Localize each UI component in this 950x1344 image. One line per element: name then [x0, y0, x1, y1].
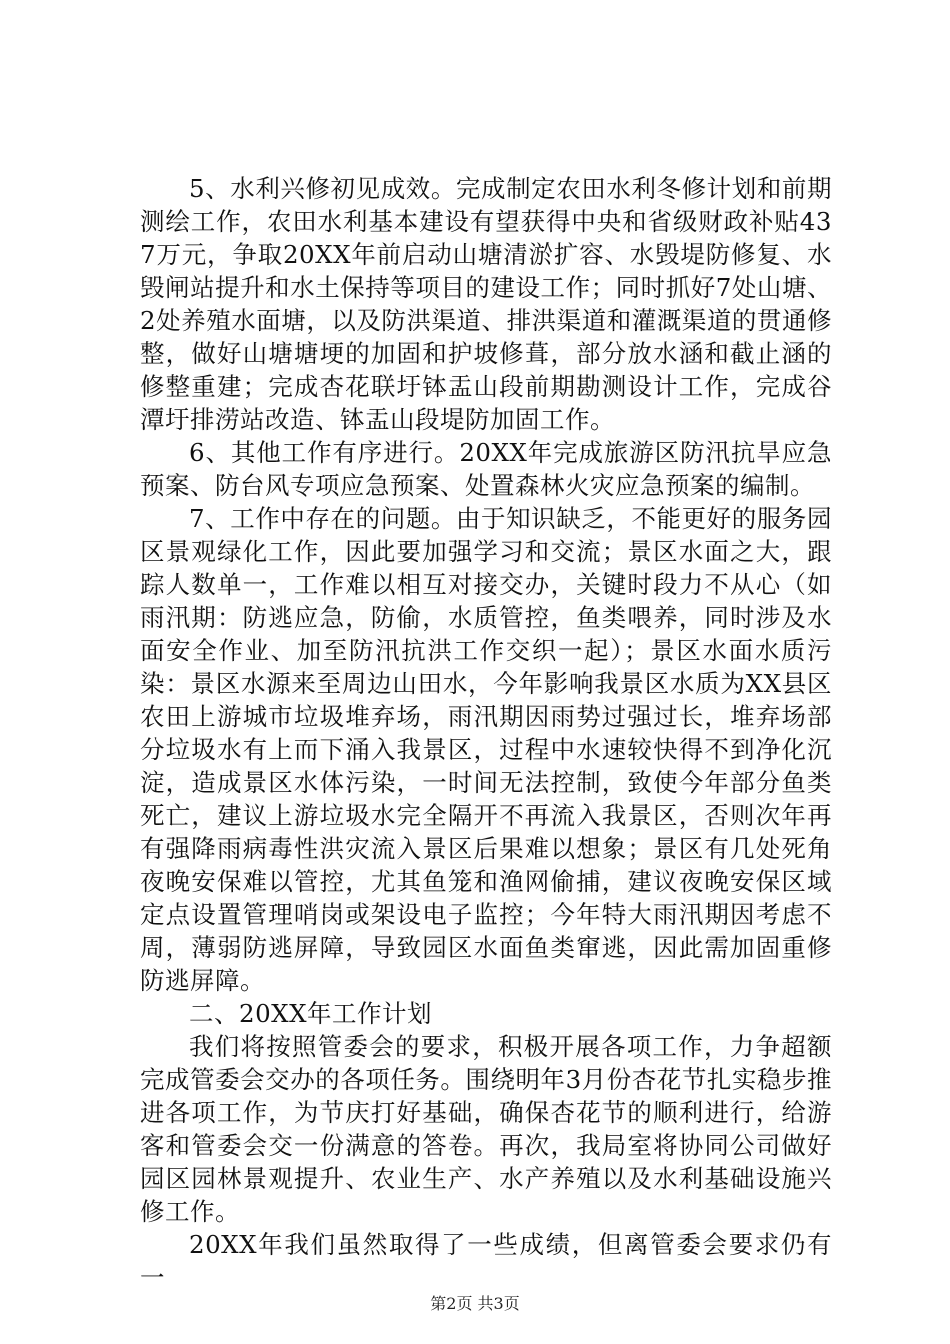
paragraph-water-conservancy: 5、水利兴修初见成效。完成制定农田水利冬修计划和前期测绘工作，农田水利基本建设有望获得中央和省级财政补贴437万元，争取20XX年前启动山塘清淤扩容、水毁堤防修复、水毁闸站提升和水土保持等项目的建设工作；同时抓好7处山塘、2处养殖水面塘，以及防洪渠道、排洪渠道和灌溉渠道的贯通修整，做好山塘塘埂的加固和护坡修葺，部分放水涵和截止涵的修整重建；完成杏花联圩钵盂山段前期勘测设计工作，完成谷潭圩排涝站改造、钵盂山段堤防加固工作。: [140, 174, 832, 434]
paragraph-problems: 7、工作中存在的问题。由于知识缺乏，不能更好的服务园区景观绿化工作，因此要加强学习和交流；景区水面之大，跟踪人数单一，工作难以相互对接交办，关键时段力不从心（如雨汛期：防逃应急，防偷，水质管控，鱼类喂养，同时涉及水面安全作业、加至防汛抗洪工作交织一起）；景区水面水质污染：景区水源来至周边山田水，今年影响我景区水质为XX县区农田上游城市垃圾堆弃场，雨汛期因雨势过强过长，堆弃场部分垃圾水有上而下涌入我景区，过程中水速较快得不到净化沉淀，造成景区水体污染，一时间无法控制，致使今年部分鱼类死亡，建议上游垃圾水完全隔开不再流入我景区，否则次年再有强降雨病毒性洪灾流入景区后果难以想象；景区有几处死角夜晚安保难以管控，尤其鱼笼和渔网偷捕，建议夜晚安保区域定点设置管理哨岗或架设电子监控；今年特大雨汛期因考虑不周，薄弱防逃屏障，导致园区水面鱼类窜逃，因此需加固重修防逃屏障。: [140, 504, 832, 995]
paragraph-summary: 20XX年我们虽然取得了一些成绩，但离管委会要求仍有一: [140, 1230, 832, 1292]
paragraph-other-work: 6、其他工作有序进行。20XX年完成旅游区防汛抗旱应急预案、防台风专项应急预案、处置森林火灾应急预案的编制。: [140, 438, 832, 500]
page-footer: 第2页 共3页: [430, 1294, 520, 1313]
paragraph-plan: 我们将按照管委会的要求，积极开展各项工作，力争超额完成管委会交办的各项任务。围绕明年3月份杏花节扎实稳步推进各项工作，为节庆打好基础，确保杏花节的顺利进行，给游客和管委会交一份满意的答卷。再次，我局室将协同公司做好园区园林景观提升、农业生产、水产养殖以及水利基础设施兴修工作。: [140, 1032, 832, 1226]
section-heading-work-plan: 二、20XX年工作计划: [189, 999, 433, 1028]
document-body: [140, 172, 832, 1294]
